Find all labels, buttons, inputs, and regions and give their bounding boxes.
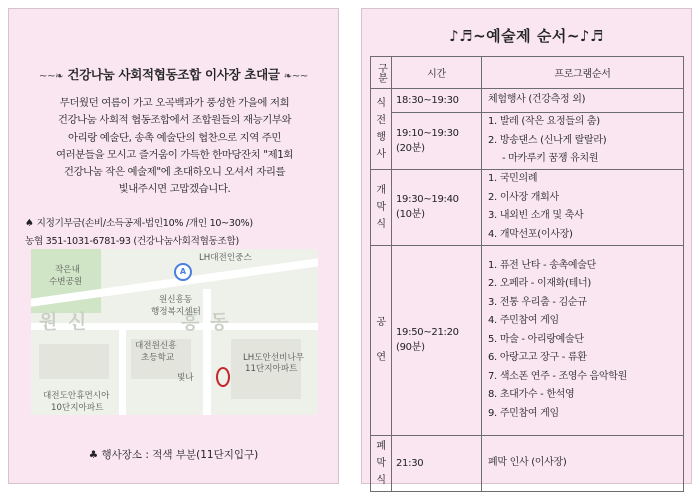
donation-info	[25, 215, 253, 229]
invitation-panel	[8, 8, 339, 484]
invitation-body	[23, 95, 326, 199]
program-item: 폐막 인사 (이사장)	[488, 456, 567, 468]
table-row	[371, 169, 684, 245]
program-item: 3. 전통 우리춤 - 김순규	[488, 296, 587, 308]
map-watermark: 원 신	[39, 311, 89, 333]
program-item: 3. 내외빈 소개 및 축사	[488, 210, 584, 221]
time-cell: 19:50~21:20 (90분)	[392, 245, 482, 435]
program-item: 4. 주민참여 게임	[488, 315, 559, 327]
table-row	[371, 89, 684, 113]
invitation-line: 건강나눔 사회적 협동조합에서 조합원들의 재능기부와	[57, 114, 292, 127]
time-cell: 19:10~19:30 (20분)	[392, 113, 482, 170]
category-cell: 개 막 식	[371, 169, 392, 245]
time-cell: 18:30~19:30	[392, 89, 482, 113]
time-cell: 19:30~19:40 (10분)	[392, 169, 482, 245]
venue-marker	[216, 367, 230, 387]
map-label: 작은내	[55, 265, 80, 275]
program-item: 체험행사 (건강측정 외)	[488, 94, 586, 106]
program-item: 2. 방송댄스 (신나게 랄랄라)	[488, 134, 607, 146]
map-label: 빛나	[177, 373, 194, 383]
map-label: 행정복지센터	[151, 307, 201, 317]
program-item: 9. 주민참여 게임	[488, 407, 559, 419]
program-panel	[361, 8, 692, 484]
table-header-row	[371, 57, 684, 89]
invitation-line: 여러분들을 모시고 즐거움이 가득한 한마당잔치 "제1회	[55, 148, 294, 161]
spade-icon: ♠	[25, 218, 34, 229]
donation-text: 지정기부금(손비/소득공제-법인10% /개인 10~30%)	[36, 218, 253, 229]
program-title: ♪♬~예술제 순서~♪♬	[449, 27, 604, 45]
invitation-title	[9, 65, 338, 83]
program-items-cell	[482, 169, 684, 245]
map-label: 11단지아파트	[245, 364, 298, 374]
program-item: 8. 초대가수 - 한석영	[488, 389, 575, 401]
ornament-left: ~~❧	[39, 71, 64, 82]
program-item: 5. 마술 - 아리랑예술단	[488, 333, 584, 345]
invitation-line: 무더웠던 여름이 가고 오곡백과가 풍성한 가을에 저희	[59, 97, 290, 109]
program-item: 1. 퓨전 난타 - 송촉예술단	[488, 259, 597, 271]
map-label: LH도안선비나무	[243, 353, 305, 363]
time-cell: 21:30	[392, 435, 482, 491]
map-label: 10단지아파트	[51, 403, 104, 413]
category-cell: 공 연	[371, 245, 392, 435]
map-watermark: 흥 동	[181, 311, 231, 333]
table-row	[371, 113, 684, 170]
bank-account: 농협 351-1031-6781-93 (건강나눔사회적협동조합)	[25, 236, 239, 247]
invitation-line: 빛내주시면 고맙겠습니다.	[118, 183, 231, 196]
ornament-right: ❧~~	[283, 71, 308, 82]
program-item: 1. 발레 (작은 요정들의 춤)	[488, 116, 600, 127]
header-category: 구분	[371, 57, 392, 89]
program-items-cell	[482, 435, 684, 491]
program-item: 4. 개막선포(이사장)	[488, 228, 573, 240]
program-item: 2. 오페라 - 이재화(테너)	[488, 278, 591, 290]
program-items-cell	[482, 89, 684, 113]
program-item: 1. 국민의례	[488, 173, 538, 184]
category-cell: 폐 막 식	[371, 435, 392, 491]
header-time: 시간	[392, 57, 482, 89]
program-item: 6. 아랑고고 장구 - 류환	[488, 352, 587, 364]
map-label: 대전원신흥	[135, 341, 177, 351]
map-label: 원신흥동	[159, 295, 193, 305]
map-road	[119, 329, 126, 415]
program-item: 2. 이사장 개회사	[488, 191, 559, 203]
map-label: 초등학교	[141, 353, 175, 363]
location-pin-icon: A	[174, 263, 192, 281]
location-map	[31, 249, 318, 415]
program-items-cell	[482, 113, 684, 170]
program-table	[370, 56, 684, 492]
invitation-title-text: 건강나눔 사회적협동조합 이사장 초대글	[67, 67, 280, 82]
table-row	[371, 245, 684, 435]
program-items-cell	[482, 245, 684, 435]
table-row	[371, 435, 684, 491]
invitation-line: 건강나눔 작은 예술제"에 초대하오니 오셔서 자리를	[63, 166, 286, 179]
map-label: 대전도안휴먼시아	[43, 391, 110, 401]
program-item: 7. 색소폰 연주 - 조영수 음악학원	[488, 370, 627, 382]
category-cell: 식 전 행 사	[371, 89, 392, 170]
header-program: 프로그램순서	[482, 57, 684, 89]
map-label: LH대전인중스	[199, 253, 252, 263]
map-block	[39, 344, 109, 379]
venue-location: ♣ 행사장소 : 적색 부분(11단지입구)	[88, 449, 259, 461]
map-label: 수변공원	[49, 277, 83, 287]
program-item: - 마카루키 꿈쟁 유치원	[502, 153, 599, 164]
invitation-line: 아리랑 예술단, 송촉 예술단의 협찬으로 지역 주민	[67, 131, 282, 144]
